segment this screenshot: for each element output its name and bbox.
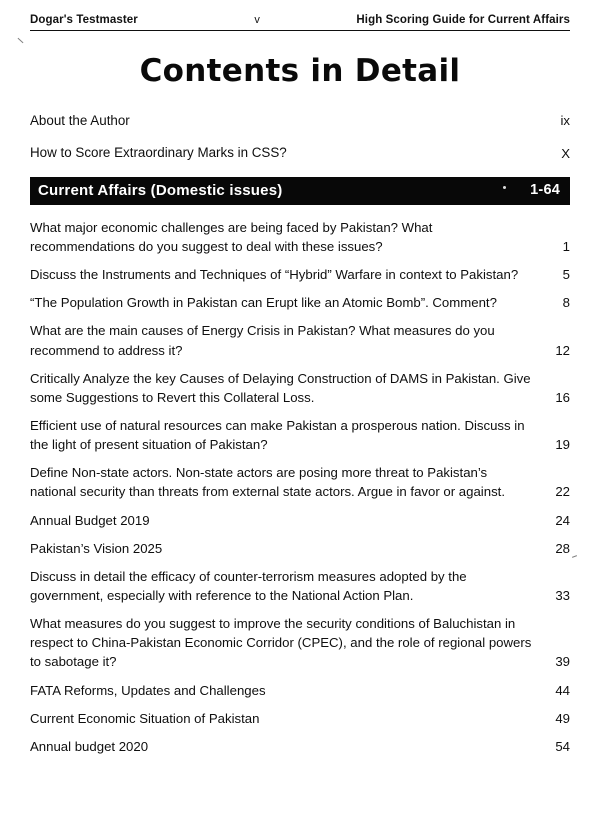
scan-artifact-mark: [18, 38, 24, 43]
toc-entry-page: 22: [555, 484, 570, 500]
toc-entry-label: Current Economic Situation of Pakistan: [30, 710, 260, 726]
toc-entry-label: Discuss in detail the efficacy of counter-terrorism measures adopted by the government, especially with reference to the National Action Plan.: [30, 568, 467, 603]
section-page-range: 1-64: [530, 182, 560, 199]
list-item[interactable]: [30, 539, 570, 558]
list-item[interactable]: [30, 218, 570, 256]
list-item[interactable]: [30, 416, 570, 454]
header-page-number: v: [254, 14, 260, 26]
running-header: [30, 0, 570, 26]
toc-entry-label: Efficient use of natural resources can make Pakistan a prosperous nation. Discuss in the light of present situation of Pakistan?: [30, 418, 525, 453]
scan-artifact-mark: [572, 555, 577, 558]
list-item[interactable]: [30, 321, 570, 359]
toc-entry-how-to-score[interactable]: [30, 143, 570, 162]
list-item[interactable]: [30, 511, 570, 530]
toc-entry-label: About the Author: [30, 113, 130, 128]
toc-entry-page: 44: [555, 682, 570, 698]
toc-entry-label: Critically Analyze the key Causes of Delaying Construction of DAMS in Pakistan. Give some Suggestions to Revert this Collateral Loss.: [30, 370, 531, 405]
header-divider: [30, 30, 570, 31]
toc-entry-label: What are the main causes of Energy Crisis in Pakistan? What measures do you recommend to address it?: [30, 323, 495, 358]
toc-entry-label: Discuss the Instruments and Techniques of “Hybrid” Warfare in context to Pakistan?: [30, 267, 519, 283]
toc-entry-label: How to Score Extraordinary Marks in CSS?: [30, 145, 287, 161]
toc-entry-page: 39: [555, 654, 570, 670]
list-item[interactable]: [30, 463, 570, 501]
toc-entry-label: What measures do you suggest to improve the security conditions of Baluchistan in respect to China-Pakistan Economic Corridor (CPEC), and the role of regional powers to sabotage it?: [30, 616, 532, 670]
toc-entry-page: 5: [562, 267, 570, 283]
list-item[interactable]: [30, 369, 570, 407]
toc-entry-page: 28: [555, 540, 570, 556]
toc-entry-page: 49: [555, 710, 570, 726]
page-title: Contents in Detail: [139, 53, 461, 89]
header-book-title: Dogar's Testmaster: [30, 14, 138, 26]
list-item[interactable]: [30, 681, 570, 700]
toc-entry-label: Pakistan’s Vision 2025: [30, 540, 163, 556]
toc-entry-page: 24: [555, 512, 570, 528]
header-guide-title: High Scoring Guide for Current Affairs: [356, 14, 570, 26]
toc-entry-list: [30, 218, 570, 756]
toc-entry-page: 19: [555, 437, 570, 453]
list-item[interactable]: [30, 709, 570, 728]
toc-entry-about-author[interactable]: [30, 111, 570, 130]
list-item[interactable]: [30, 567, 570, 605]
toc-entry-label: What major economic challenges are being faced by Pakistan? What recommendations do you suggest to deal with these issues?: [30, 219, 433, 255]
toc-entry-label: Define Non-state actors. Non-state actors are posing more threat to Pakistan’s national security than threats from external state actors. Argue in favor or against.: [30, 465, 505, 500]
list-item[interactable]: [30, 737, 570, 756]
toc-entry-page: X: [561, 145, 570, 161]
toc-entry-page: 54: [555, 738, 570, 754]
toc-entry-page: 33: [555, 587, 570, 603]
section-header-current-affairs: [30, 177, 570, 205]
list-item[interactable]: [30, 293, 570, 312]
toc-entry-page: 16: [555, 389, 570, 405]
toc-entry-page: 8: [562, 295, 570, 311]
scan-artifact-speck: [503, 186, 506, 189]
toc-entry-page: 1: [562, 239, 570, 255]
table-of-contents: [30, 111, 570, 756]
list-item[interactable]: [30, 614, 570, 671]
toc-entry-label: Annual budget 2020: [30, 738, 149, 754]
toc-entry-label: FATA Reforms, Updates and Challenges: [30, 682, 266, 698]
toc-entry-label: “The Population Growth in Pakistan can Erupt like an Atomic Bomb”. Comment?: [30, 295, 497, 311]
toc-entry-page: 12: [555, 342, 570, 358]
toc-entry-label: Annual Budget 2019: [30, 512, 150, 528]
list-item[interactable]: [30, 265, 570, 284]
section-label: Current Affairs (Domestic issues): [38, 181, 283, 199]
toc-entry-page: ix: [560, 113, 570, 129]
